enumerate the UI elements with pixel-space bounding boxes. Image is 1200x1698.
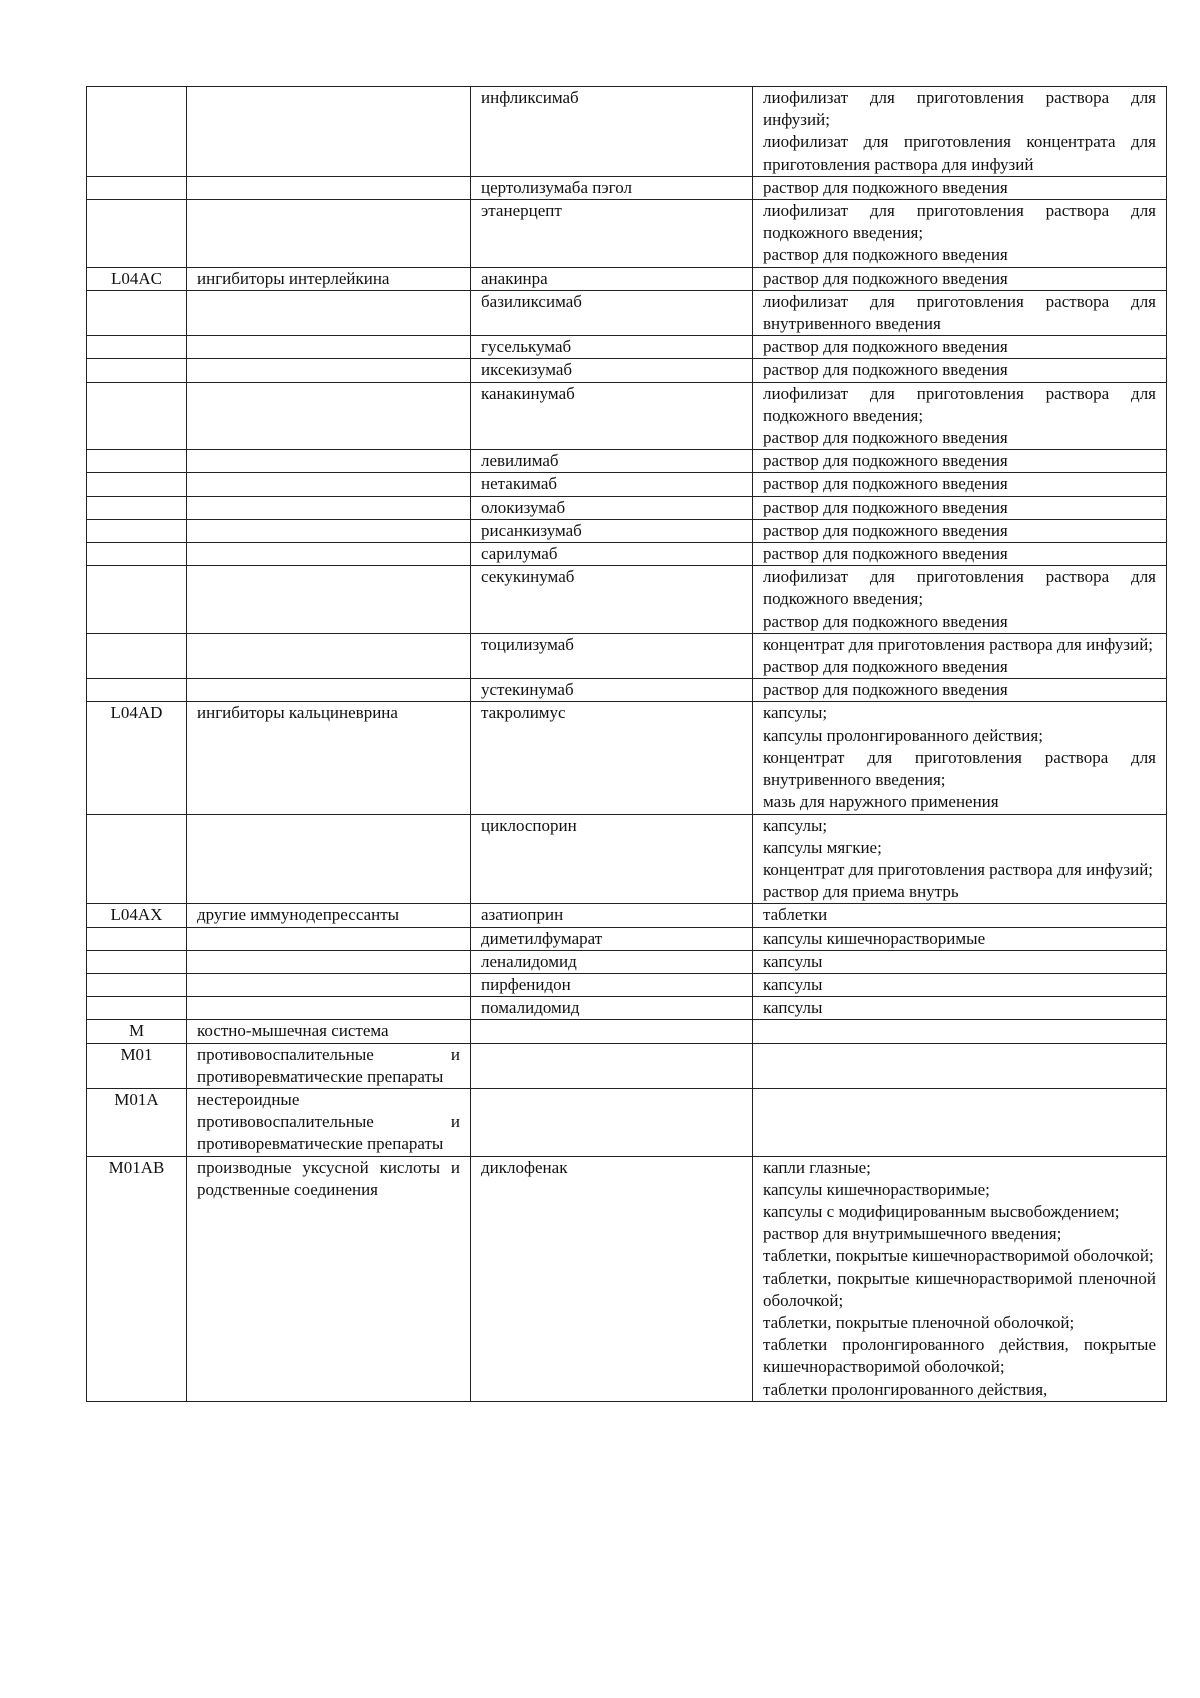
drug-name-cell: нетакимаб — [471, 473, 753, 496]
atc-code-cell — [87, 382, 187, 450]
atc-code-cell — [87, 200, 187, 268]
dosage-form-item: раствор для внутримышечного введения; — [763, 1224, 1062, 1244]
table-row — [87, 519, 1167, 542]
table-body — [87, 87, 1167, 1402]
table-row — [87, 950, 1167, 973]
drug-name-cell — [471, 1020, 753, 1043]
dosage-forms-cell — [753, 566, 1167, 634]
dosage-forms-cell — [753, 950, 1167, 973]
atc-code-cell — [87, 927, 187, 950]
drug-name-cell: пирфенидон — [471, 973, 753, 996]
drug-list-table — [86, 86, 1167, 1402]
dosage-form-item: таблетки, покрытые кишечнорастворимой пленочной оболочкой; — [763, 1268, 1156, 1310]
atc-code-cell — [87, 473, 187, 496]
dosage-forms-cell — [753, 973, 1167, 996]
atc-code-cell: M01 — [87, 1043, 187, 1088]
dosage-forms-cell — [753, 1043, 1167, 1088]
table-row — [87, 1156, 1167, 1401]
dosage-forms-cell — [753, 1020, 1167, 1043]
drug-name-cell: такролимус — [471, 702, 753, 814]
anatomical-therapeutic-group-cell — [187, 566, 471, 634]
dosage-forms-cell — [753, 702, 1167, 814]
atc-code-cell — [87, 336, 187, 359]
atc-code-cell: L04AD — [87, 702, 187, 814]
dosage-form-item: раствор для подкожного введения — [763, 360, 1008, 380]
atc-code-cell — [87, 87, 187, 177]
dosage-form-item: концентрат для приготовления раствора для внутривенного введения; — [763, 747, 1156, 790]
anatomical-therapeutic-group-cell — [187, 543, 471, 566]
dosage-form-item: мазь для наружного применения — [763, 792, 999, 812]
dosage-form-item: раствор для подкожного введения — [763, 451, 1008, 471]
anatomical-therapeutic-group-cell: другие иммунодепрессанты — [187, 904, 471, 927]
drug-name-cell: олокизумаб — [471, 496, 753, 519]
table-row — [87, 814, 1167, 904]
dosage-form-item: раствор для подкожного введения — [763, 657, 1008, 677]
atc-code-cell — [87, 450, 187, 473]
table-row — [87, 382, 1167, 450]
dosage-form-item: таблетки, покрытые кишечнорастворимой оболочкой; — [763, 1246, 1154, 1266]
anatomical-therapeutic-group-cell — [187, 359, 471, 382]
dosage-form-item: раствор для подкожного введения — [763, 245, 1008, 265]
atc-code-cell: M01AB — [87, 1156, 187, 1401]
anatomical-therapeutic-group-cell — [187, 973, 471, 996]
anatomical-therapeutic-group-cell: костно-мышечная система — [187, 1020, 471, 1043]
dosage-forms-cell — [753, 904, 1167, 927]
anatomical-therapeutic-group-cell — [187, 927, 471, 950]
atc-code-cell — [87, 519, 187, 542]
atc-code-cell — [87, 566, 187, 634]
dosage-forms-cell — [753, 336, 1167, 359]
atc-code-cell — [87, 950, 187, 973]
drug-name-cell: диметилфумарат — [471, 927, 753, 950]
atc-code-cell: L04AC — [87, 267, 187, 290]
atc-code-cell — [87, 679, 187, 702]
dosage-form-item: капсулы мягкие; — [763, 837, 882, 857]
atc-code-cell — [87, 359, 187, 382]
anatomical-therapeutic-group-cell: противовоспалительные и противоревматические препараты — [187, 1043, 471, 1088]
dosage-forms-cell — [753, 450, 1167, 473]
drug-name-cell: гуселькумаб — [471, 336, 753, 359]
dosage-form-item: раствор для подкожного введения — [763, 497, 1008, 517]
dosage-form-item: таблетки, покрытые пленочной оболочкой; — [763, 1312, 1075, 1332]
document-page — [86, 86, 1166, 1402]
table-row — [87, 87, 1167, 177]
dosage-form-item: раствор для подкожного введения — [763, 428, 1008, 448]
dosage-form-item: раствор для подкожного введения — [763, 177, 1008, 197]
drug-name-cell — [471, 1088, 753, 1156]
table-row — [87, 927, 1167, 950]
table-row — [87, 566, 1167, 634]
drug-name-cell — [471, 1043, 753, 1088]
dosage-forms-cell — [753, 359, 1167, 382]
drug-name-cell: левилимаб — [471, 450, 753, 473]
anatomical-therapeutic-group-cell — [187, 87, 471, 177]
atc-code-cell — [87, 814, 187, 904]
anatomical-therapeutic-group-cell: ингибиторы интерлейкина — [187, 267, 471, 290]
drug-name-cell: цертолизумаба пэгол — [471, 176, 753, 199]
anatomical-therapeutic-group-cell — [187, 814, 471, 904]
drug-name-cell: тоцилизумаб — [471, 633, 753, 678]
dosage-forms-cell — [753, 267, 1167, 290]
drug-name-cell: азатиоприн — [471, 904, 753, 927]
dosage-forms-cell — [753, 473, 1167, 496]
atc-code-cell — [87, 496, 187, 519]
atc-code-cell — [87, 973, 187, 996]
dosage-forms-cell — [753, 382, 1167, 450]
dosage-forms-cell — [753, 200, 1167, 268]
drug-name-cell: помалидомид — [471, 997, 753, 1020]
dosage-form-item: лиофилизат для приготовления раствора для подкожного введения; — [763, 383, 1156, 425]
table-row — [87, 702, 1167, 814]
dosage-forms-cell — [753, 1156, 1167, 1401]
anatomical-therapeutic-group-cell — [187, 336, 471, 359]
dosage-form-item: концентрат для приготовления раствора для инфузий; — [763, 859, 1154, 879]
dosage-forms-cell — [753, 496, 1167, 519]
dosage-form-item: концентрат для приготовления раствора для инфузий; — [763, 634, 1154, 654]
dosage-form-item: раствор для приема внутрь — [763, 882, 959, 902]
dosage-forms-cell — [753, 87, 1167, 177]
table-row — [87, 496, 1167, 519]
table-row — [87, 267, 1167, 290]
dosage-form-item: раствор для подкожного введения — [763, 544, 1008, 564]
table-row — [87, 679, 1167, 702]
atc-code-cell: L04AX — [87, 904, 187, 927]
drug-name-cell: базиликсимаб — [471, 290, 753, 335]
table-row — [87, 973, 1167, 996]
drug-name-cell: канакинумаб — [471, 382, 753, 450]
drug-name-cell: сарилумаб — [471, 543, 753, 566]
dosage-form-item: раствор для подкожного введения — [763, 337, 1008, 357]
atc-code-cell — [87, 543, 187, 566]
table-row — [87, 904, 1167, 927]
table-row — [87, 1043, 1167, 1088]
anatomical-therapeutic-group-cell — [187, 473, 471, 496]
drug-name-cell: диклофенак — [471, 1156, 753, 1401]
dosage-form-item: таблетки пролонгированного действия, — [763, 1379, 1048, 1399]
atc-code-cell: M — [87, 1020, 187, 1043]
dosage-forms-cell — [753, 927, 1167, 950]
table-row — [87, 633, 1167, 678]
dosage-forms-cell — [753, 176, 1167, 199]
dosage-form-item: капсулы с модифицированным высвобождением; — [763, 1201, 1120, 1221]
anatomical-therapeutic-group-cell — [187, 997, 471, 1020]
atc-code-cell — [87, 633, 187, 678]
anatomical-therapeutic-group-cell — [187, 450, 471, 473]
drug-name-cell: этанерцепт — [471, 200, 753, 268]
dosage-forms-cell — [753, 814, 1167, 904]
dosage-form-item: лиофилизат для приготовления раствора для инфузий; — [763, 88, 1156, 130]
table-row — [87, 473, 1167, 496]
dosage-forms-cell — [753, 543, 1167, 566]
table-row — [87, 450, 1167, 473]
dosage-form-item: лиофилизат для приготовления раствора для подкожного введения; — [763, 567, 1156, 609]
anatomical-therapeutic-group-cell — [187, 679, 471, 702]
dosage-form-item: лиофилизат для приготовления концентрата для приготовления раствора для инфузий — [763, 132, 1156, 174]
dosage-form-item: капсулы; — [763, 815, 828, 835]
dosage-form-item: таблетки пролонгированного действия, покрытые кишечнорастворимой оболочкой; — [763, 1335, 1156, 1377]
anatomical-therapeutic-group-cell: ингибиторы кальциневрина — [187, 702, 471, 814]
dosage-form-item: раствор для подкожного введения — [763, 611, 1008, 631]
dosage-form-item: лиофилизат для приготовления раствора для внутривенного введения — [763, 291, 1156, 334]
dosage-forms-cell — [753, 1088, 1167, 1156]
table-row — [87, 290, 1167, 335]
dosage-form-item: капли глазные; — [763, 1157, 871, 1177]
dosage-forms-cell — [753, 679, 1167, 702]
anatomical-therapeutic-group-cell — [187, 382, 471, 450]
anatomical-therapeutic-group-cell — [187, 200, 471, 268]
anatomical-therapeutic-group-cell — [187, 176, 471, 199]
drug-name-cell: циклоспорин — [471, 814, 753, 904]
anatomical-therapeutic-group-cell — [187, 950, 471, 973]
drug-name-cell: леналидомид — [471, 950, 753, 973]
table-row — [87, 997, 1167, 1020]
dosage-form-item: капсулы кишечнорастворимые; — [763, 1179, 990, 1199]
atc-code-cell — [87, 176, 187, 199]
drug-name-cell: иксекизумаб — [471, 359, 753, 382]
dosage-form-item: раствор для подкожного введения — [763, 520, 1008, 540]
atc-code-cell — [87, 997, 187, 1020]
dosage-form-item: капсулы пролонгированного действия; — [763, 725, 1043, 745]
drug-name-cell: рисанкизумаб — [471, 519, 753, 542]
dosage-forms-cell — [753, 290, 1167, 335]
anatomical-therapeutic-group-cell — [187, 496, 471, 519]
dosage-form-item: капсулы — [763, 974, 823, 994]
drug-name-cell: инфликсимаб — [471, 87, 753, 177]
dosage-forms-cell — [753, 633, 1167, 678]
dosage-forms-cell — [753, 519, 1167, 542]
dosage-form-item: таблетки — [763, 905, 828, 925]
table-row — [87, 359, 1167, 382]
dosage-form-item: капсулы кишечнорастворимые — [763, 928, 986, 948]
anatomical-therapeutic-group-cell — [187, 519, 471, 542]
dosage-form-item: раствор для подкожного введения — [763, 474, 1008, 494]
anatomical-therapeutic-group-cell — [187, 633, 471, 678]
anatomical-therapeutic-group-cell: производные уксусной кислоты и родственные соединения — [187, 1156, 471, 1401]
table-row — [87, 336, 1167, 359]
atc-code-cell: M01A — [87, 1088, 187, 1156]
table-row — [87, 543, 1167, 566]
anatomical-therapeutic-group-cell — [187, 290, 471, 335]
table-row — [87, 1088, 1167, 1156]
dosage-form-item: капсулы — [763, 998, 823, 1018]
table-row — [87, 1020, 1167, 1043]
drug-name-cell: секукинумаб — [471, 566, 753, 634]
drug-name-cell: анакинра — [471, 267, 753, 290]
table-row — [87, 176, 1167, 199]
table-row — [87, 200, 1167, 268]
dosage-form-item: лиофилизат для приготовления раствора для подкожного введения; — [763, 201, 1156, 243]
dosage-forms-cell — [753, 997, 1167, 1020]
dosage-form-item: капсулы; — [763, 703, 828, 723]
dosage-form-item: раствор для подкожного введения — [763, 268, 1008, 288]
dosage-form-item: раствор для подкожного введения — [763, 680, 1008, 700]
anatomical-therapeutic-group-cell: нестероидные противовоспалительные и противоревматические препараты — [187, 1088, 471, 1156]
dosage-form-item: капсулы — [763, 951, 823, 971]
drug-name-cell: устекинумаб — [471, 679, 753, 702]
atc-code-cell — [87, 290, 187, 335]
